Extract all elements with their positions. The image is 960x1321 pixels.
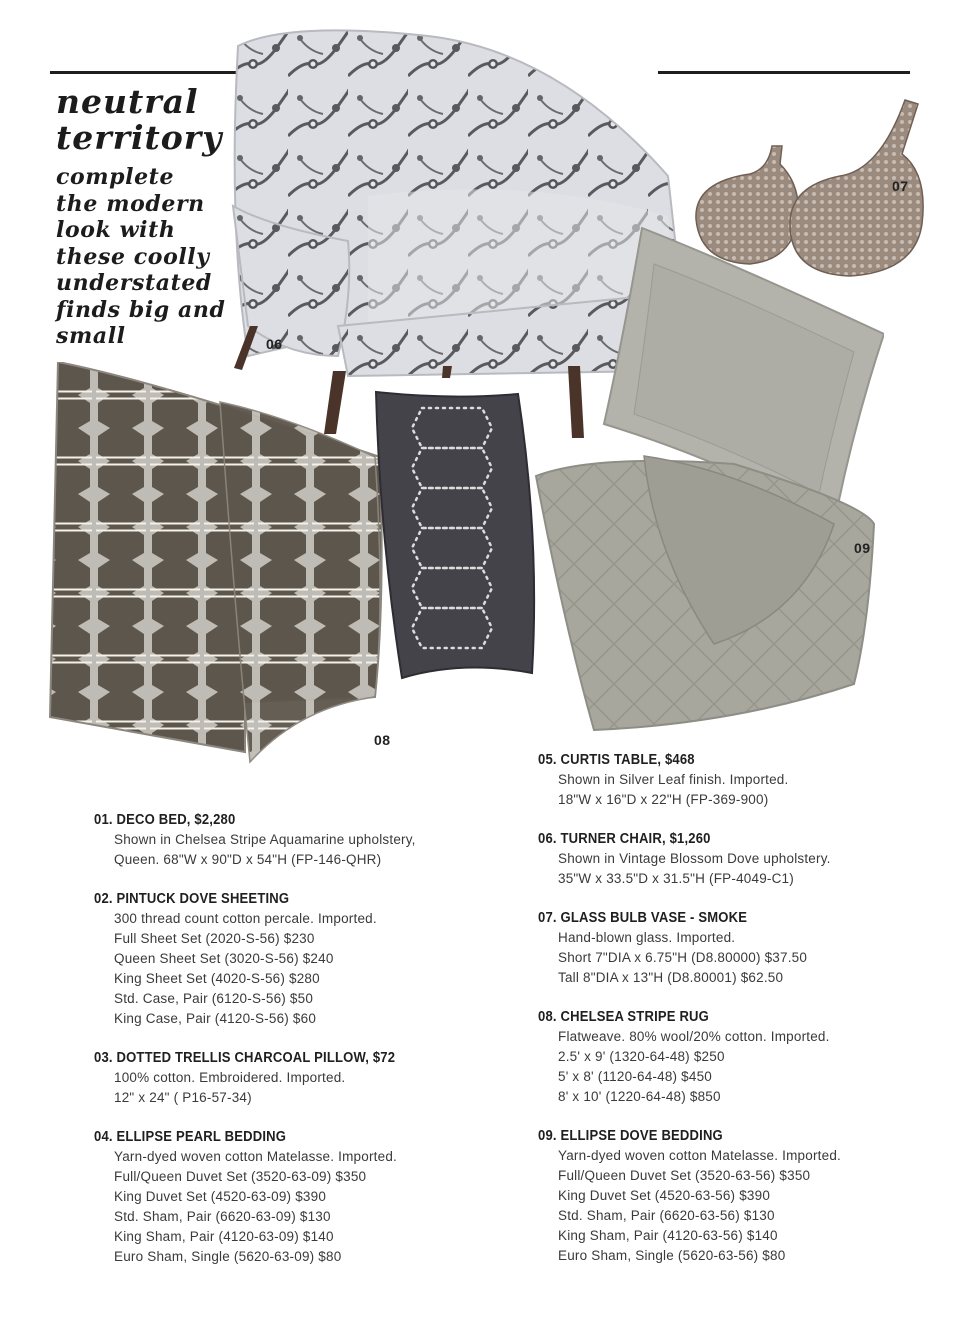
product-detail-line: Shown in Vintage Blossom Dove upholstery. xyxy=(558,851,831,866)
product-title: 07. GLASS BULB VASE - SMOKE xyxy=(538,910,748,926)
subtitle-line: finds big and xyxy=(56,296,226,323)
product-detail-line: King Duvet Set (4520-63-09) $390 xyxy=(114,1189,327,1204)
product-detail-line: Flatweave. 80% wool/20% cotton. Imported. xyxy=(558,1029,830,1044)
product-entry xyxy=(538,1126,938,1266)
product-entry xyxy=(94,1127,514,1267)
product-entry xyxy=(94,1048,514,1108)
product-entry xyxy=(94,810,514,870)
product-detail-line: King Case, Pair (4120-S-56) $60 xyxy=(114,1011,317,1026)
top-rule-right xyxy=(658,71,910,74)
headline-title-2: territory xyxy=(56,118,223,157)
product-detail-line: Queen Sheet Set (3020-S-56) $240 xyxy=(114,951,334,966)
product-detail-line: 8' x 10' (1220-64-48) $850 xyxy=(558,1089,721,1104)
right-column xyxy=(538,750,938,1285)
product-title: 01. DECO BED, $2,280 xyxy=(94,812,236,828)
product-detail-line: 2.5' x 9' (1320-64-48) $250 xyxy=(558,1049,725,1064)
product-detail-line: King Sham, Pair (4120-63-09) $140 xyxy=(114,1229,334,1244)
product-detail-line: Tall 8"DIA x 13"H (D8.80001) $62.50 xyxy=(558,970,784,985)
product-entry xyxy=(538,908,938,988)
top-rule-left xyxy=(50,71,240,74)
product-title: 02. PINTUCK DOVE SHEETING xyxy=(94,891,290,907)
subtitle-line: understated xyxy=(56,270,212,296)
subtitle-line: complete xyxy=(56,164,175,190)
product-detail-line: 35"W x 33.5"D x 31.5"H (FP-4049-C1) xyxy=(558,871,794,886)
product-entry xyxy=(538,750,938,810)
product-detail-line: King Duvet Set (4520-63-56) $390 xyxy=(558,1188,771,1203)
product-entry xyxy=(538,829,938,889)
product-detail-line: Std. Sham, Pair (6620-63-56) $130 xyxy=(558,1208,775,1223)
product-detail-line: Shown in Silver Leaf finish. Imported. xyxy=(558,772,789,787)
subtitle-line: the modern xyxy=(56,190,205,217)
headline-title-1: neutral xyxy=(56,82,199,121)
product-detail-line: Short 7"DIA x 6.75"H (D8.80000) $37.50 xyxy=(558,950,808,965)
product-title: 04. ELLIPSE PEARL BEDDING xyxy=(94,1129,287,1145)
label-06: 06 xyxy=(266,336,283,352)
product-entry xyxy=(538,1007,938,1107)
product-detail-line: 300 thread count cotton percale. Imported. xyxy=(114,911,377,926)
bedding-image xyxy=(534,224,884,732)
product-title: 08. CHELSEA STRIPE RUG xyxy=(538,1009,709,1025)
product-detail-line: Euro Sham, Single (5620-63-56) $80 xyxy=(558,1248,786,1263)
product-title: 06. TURNER CHAIR, $1,260 xyxy=(538,831,711,847)
product-title: 09. ELLIPSE DOVE BEDDING xyxy=(538,1128,723,1144)
product-detail-line: Full/Queen Duvet Set (3520-63-09) $350 xyxy=(114,1169,367,1184)
product-title: 03. DOTTED TRELLIS CHARCOAL PILLOW, $72 xyxy=(94,1050,396,1066)
product-detail-line: 12" x 24" ( P16-57-34) xyxy=(114,1090,252,1105)
label-07: 07 xyxy=(892,178,909,194)
product-detail-line: Yarn-dyed woven cotton Matelasse. Imported. xyxy=(558,1148,841,1163)
subtitle-line: these coolly xyxy=(56,243,210,270)
subtitle-line: small xyxy=(56,323,126,349)
product-detail-line: 100% cotton. Embroidered. Imported. xyxy=(114,1070,346,1085)
pillow-image xyxy=(372,388,542,684)
rug-image xyxy=(40,362,398,766)
left-column xyxy=(94,810,514,1286)
product-detail-line: Queen. 68"W x 90"D x 54"H (FP-146-QHR) xyxy=(114,852,382,867)
product-detail-line: Full Sheet Set (2020-S-56) $230 xyxy=(114,931,315,946)
product-detail-line: King Sheet Set (4020-S-56) $280 xyxy=(114,971,320,986)
product-title: 05. CURTIS TABLE, $468 xyxy=(538,752,695,768)
product-detail-line: Full/Queen Duvet Set (3520-63-56) $350 xyxy=(558,1168,811,1183)
product-detail-line: Std. Case, Pair (6120-S-56) $50 xyxy=(114,991,314,1006)
product-detail-line: Euro Sham, Single (5620-63-09) $80 xyxy=(114,1249,342,1264)
product-detail-line: 5' x 8' (1120-64-48) $450 xyxy=(558,1069,713,1084)
label-08: 08 xyxy=(374,732,391,748)
product-detail-line: Yarn-dyed woven cotton Matelasse. Imported. xyxy=(114,1149,397,1164)
product-detail-line: Shown in Chelsea Stripe Aquamarine upholstery, xyxy=(114,832,416,847)
product-detail-line: Std. Sham, Pair (6620-63-09) $130 xyxy=(114,1209,331,1224)
product-detail-line: 18"W x 16"D x 22"H (FP-369-900) xyxy=(558,792,769,807)
label-09: 09 xyxy=(854,540,871,556)
product-detail-line: Hand-blown glass. Imported. xyxy=(558,930,736,945)
product-entry xyxy=(94,889,514,1029)
product-detail-line: King Sham, Pair (4120-63-56) $140 xyxy=(558,1228,778,1243)
subtitle-line: look with xyxy=(56,217,176,243)
